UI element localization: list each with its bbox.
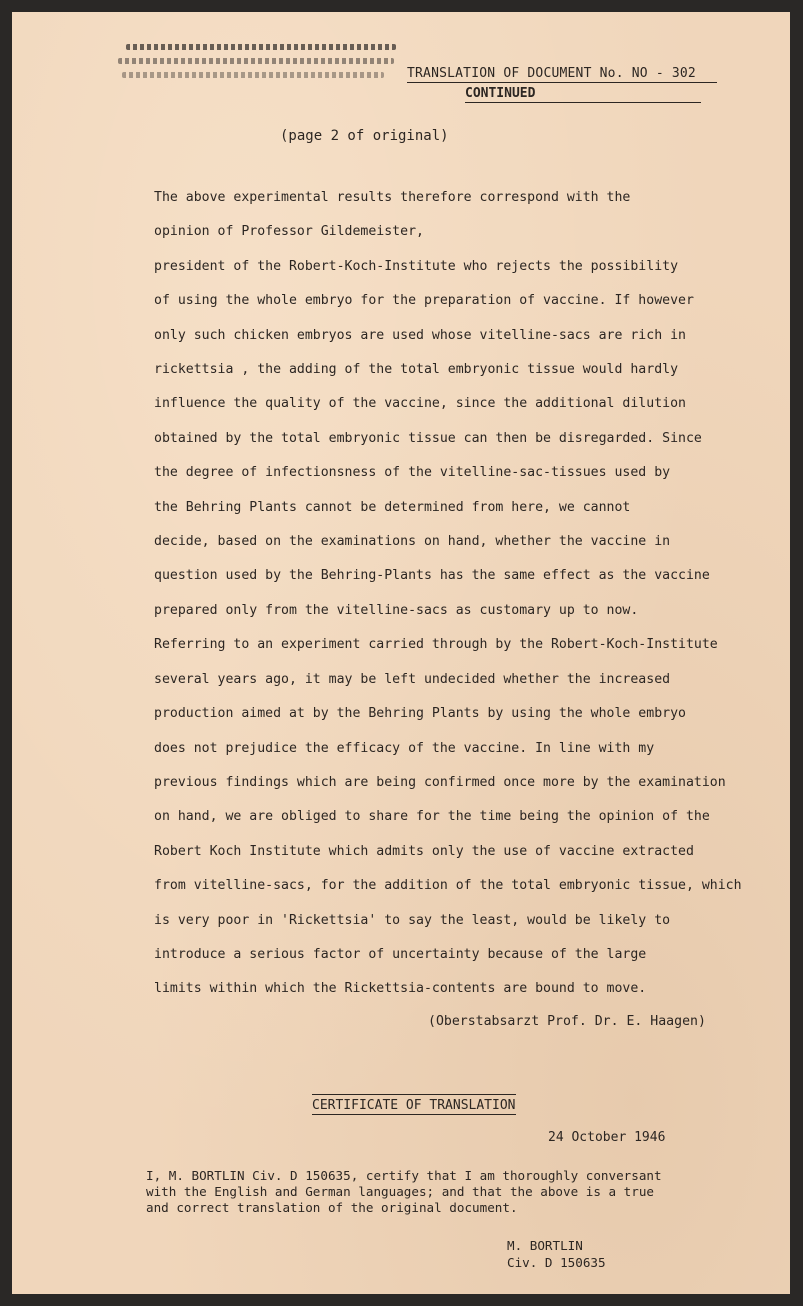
body-line: rickettsia , the adding of the total embryonic tissue would hardly xyxy=(154,362,679,378)
author-signature: (Oberstabsarzt Prof. Dr. E. Haagen) xyxy=(428,1014,706,1029)
body-line: The above experimental results therefore correspond with the xyxy=(154,190,631,205)
body-line: Referring to an experiment carried through by the Robert-Koch-Institute xyxy=(154,637,718,653)
body-line: obtained by the total embryonic tissue can then be disregarded. Since xyxy=(154,430,702,446)
certificate-line: I, M. BORTLIN Civ. D 150635, certify that I am thoroughly conversant xyxy=(146,1168,662,1183)
certificate-date: 24 October 1946 xyxy=(548,1130,666,1145)
header-title: TRANSLATION OF DOCUMENT No. NO - 302 xyxy=(407,66,717,83)
body-line: several years ago, it may be left undecided whether the increased xyxy=(154,671,671,687)
body-line: only such chicken embryos are used whose vitelline-sacs are rich in xyxy=(154,327,686,343)
document-page xyxy=(12,12,790,1294)
body-line: is very poor in 'Rickettsia' to say the least, would be likely to xyxy=(154,912,671,928)
body-line: from vitelline-sacs, for the addition of the total embryonic tissue, which xyxy=(154,878,742,894)
body-line: of using the whole embryo for the preparation of vaccine. If however xyxy=(154,293,694,309)
certificate-text xyxy=(146,1168,746,1217)
body-line: production aimed at by the Behring Plants by using the whole embryo xyxy=(154,706,686,722)
body-text xyxy=(154,181,774,1007)
signer-id: Civ. D 150635 xyxy=(507,1255,606,1270)
body-line: the Behring Plants cannot be determined from here, we cannot xyxy=(154,499,631,515)
body-line: the degree of infectionsness of the vitelline-sac-tissues used by xyxy=(154,465,671,481)
body-line: question used by the Behring-Plants has the same effect as the vaccine xyxy=(154,568,710,584)
body-line: prepared only from the vitelline-sacs as customary up to now. xyxy=(154,602,639,618)
page-note: (page 2 of original) xyxy=(280,128,449,144)
certificate-line: and correct translation of the original document. xyxy=(146,1200,518,1216)
body-line: does not prejudice the efficacy of the vaccine. In line with my xyxy=(154,740,655,756)
illegible-stamp-mark xyxy=(112,26,402,88)
certificate-signer xyxy=(507,1237,606,1271)
body-line: previous findings which are being confirmed once more by the examination xyxy=(154,774,726,790)
body-line: introduce a serious factor of uncertainty because of the large xyxy=(154,946,647,962)
body-line: opinion of Professor Gildemeister, xyxy=(154,224,424,240)
document-header xyxy=(407,66,717,103)
certificate-heading: CERTIFICATE OF TRANSLATION xyxy=(312,1094,516,1115)
body-line: president of the Robert-Koch-Institute who rejects the possibility xyxy=(154,258,679,274)
body-line: influence the quality of the vaccine, since the additional dilution xyxy=(154,396,686,412)
body-line: decide, based on the examinations on hand, whether the vaccine in xyxy=(154,534,671,550)
body-line: on hand, we are obliged to share for the time being the opinion of the xyxy=(154,809,710,825)
body-line: limits within which the Rickettsia-contents are bound to move. xyxy=(154,981,647,997)
certificate-line: with the English and German languages; and that the above is a true xyxy=(146,1184,654,1200)
signer-name: M. BORTLIN xyxy=(507,1238,583,1253)
header-subtitle: CONTINUED xyxy=(465,86,701,103)
body-line: Robert Koch Institute which admits only the use of vaccine extracted xyxy=(154,843,694,859)
